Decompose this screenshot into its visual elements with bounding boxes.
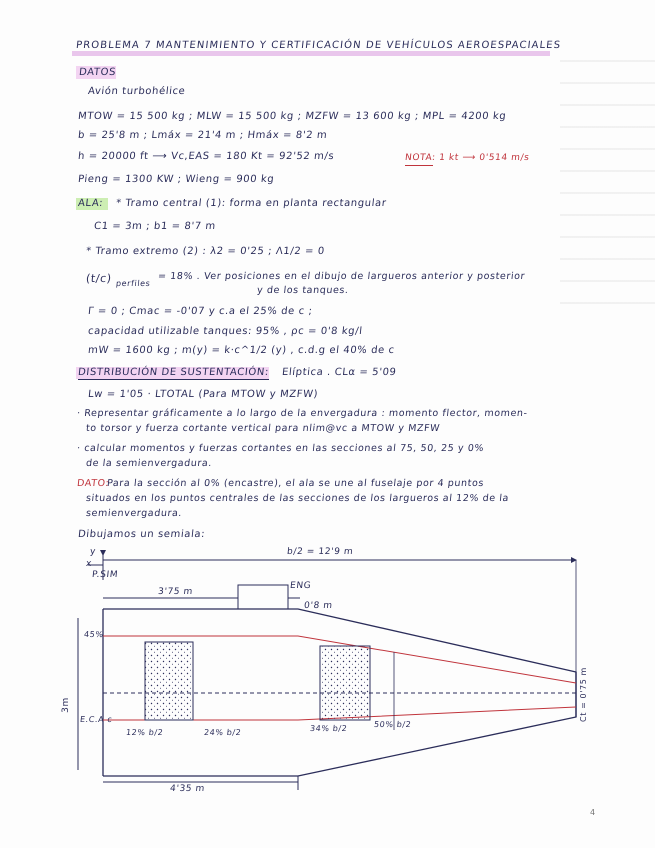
y-axis-label: y [89,547,97,557]
eng-width-label: 0'8 m [303,601,334,611]
drawing-caption: Dibujamos un semiala: [77,529,206,540]
gamma-text: Γ = 0 ; Cmac = -0'07 y c.a el 25% de c ; [87,306,314,317]
mw-text: mW = 1600 kg ; m(y) = k·c^1/2 (y) , c.d.g el 40% de c [87,345,396,356]
datos-line-1: MTOW = 15 500 kg ; MLW = 15 500 kg ; MZFW = 13 600 kg ; MPL = 4200 kg [77,111,507,122]
c1-text: C1 = 3m ; b1 = 8'7 m [93,221,217,232]
page-title: PROBLEMA 7 MANTENIMIENTO Y CERTIFICACIÓN DE VEHÍCULOS AEROESPACIALES [75,40,562,51]
pct-eca-label: E.C.A c [79,715,113,724]
sustentacion-label: DISTRIBUCIÓN DE SUSTENTACIÓN: [77,367,270,378]
datos-line-4: Pieng = 1300 KW ; Wieng = 900 kg [77,174,275,185]
station-34-label: 34% b/2 [309,724,348,733]
station-24-label: 24% b/2 [203,728,242,737]
tip-chord-label: Ct = 0'75 m [578,667,588,722]
bullet-2a: · calcular momentos y fuerzas cortantes en las secciones al 75, 50, 25 y 0% [76,443,485,454]
perfiles-subscript: perfiles [115,279,151,288]
perfiles-text: = 18% . Ver posiciones en el dibujo de largueros anterior y posterior [157,271,526,282]
bullet-1a: · Representar gráficamente a lo largo de la envergadura : momento flector, momen- [76,408,529,419]
tank-outer [320,646,370,720]
lw-text: Lw = 1'05 · LTOTAL (Para MTOW y MZFW) [87,389,319,400]
tramo-extremo-text: * Tramo extremo (2) : λ2 = 0'25 ; Λ1/2 = 0 [85,246,326,257]
station-50-label: 50% b/2 [373,720,412,729]
eng-label: ENG [289,581,312,591]
nota-text: NOTA: 1 kt ⟶ 0'514 m/s [404,153,530,163]
dato-label: DATO: [76,478,110,489]
page-number: 4 [590,808,596,817]
half-span-label: b/2 = 12'9 m [286,547,354,557]
datos-label: DATOS [78,67,117,78]
datos-line-2: b = 25'8 m ; Lmáx = 21'4 m ; Hmáx = 8'2 m [77,130,328,141]
tramo-central-text: * Tramo central (1): forma en planta rectangular [115,198,388,209]
dato-line-b: situados en los puntos centrales de las secciones de los largueros al 12% de la [85,493,510,504]
bullet-1b: to torsor y fuerza cortante vertical para nlim@vc a MTOW y MZFW [85,423,441,434]
sustentacion-tail: Elíptica . CLα = 5'09 [281,367,397,378]
engine-box [238,585,288,609]
tank-inner [145,642,193,720]
ala-label: ALA: [77,198,104,209]
x-axis-label: x [85,559,93,569]
bullet-2b: de la semienvergadura. [85,458,213,469]
capacidad-text: capacidad utilizable tanques: 95% , ρc = 0'8 kg/l [87,326,364,337]
perfiles-fraction: (t/c) [85,272,113,285]
central-length-label: 3'75 m [157,587,194,597]
psim-label: P.SIM [91,570,119,580]
pct45-label: 45% [83,630,105,639]
avion-text: Avión turbohélice [87,86,186,97]
perfiles-cont: y de los tanques. [256,285,350,296]
datos-line-3: h = 20000 ft ⟶ Vc,EAS = 180 Kt = 92'52 m/s [77,151,335,162]
station-12-label: 12% b/2 [125,728,164,737]
dato-line-c: semienvergadura. [85,508,183,519]
base-length-label: 4'35 m [169,784,206,794]
dato-line-a: Para la sección al 0% (encastre), el ala se une al fuselaje por 4 puntos [106,478,485,489]
root-chord-label: 3m [60,697,71,713]
